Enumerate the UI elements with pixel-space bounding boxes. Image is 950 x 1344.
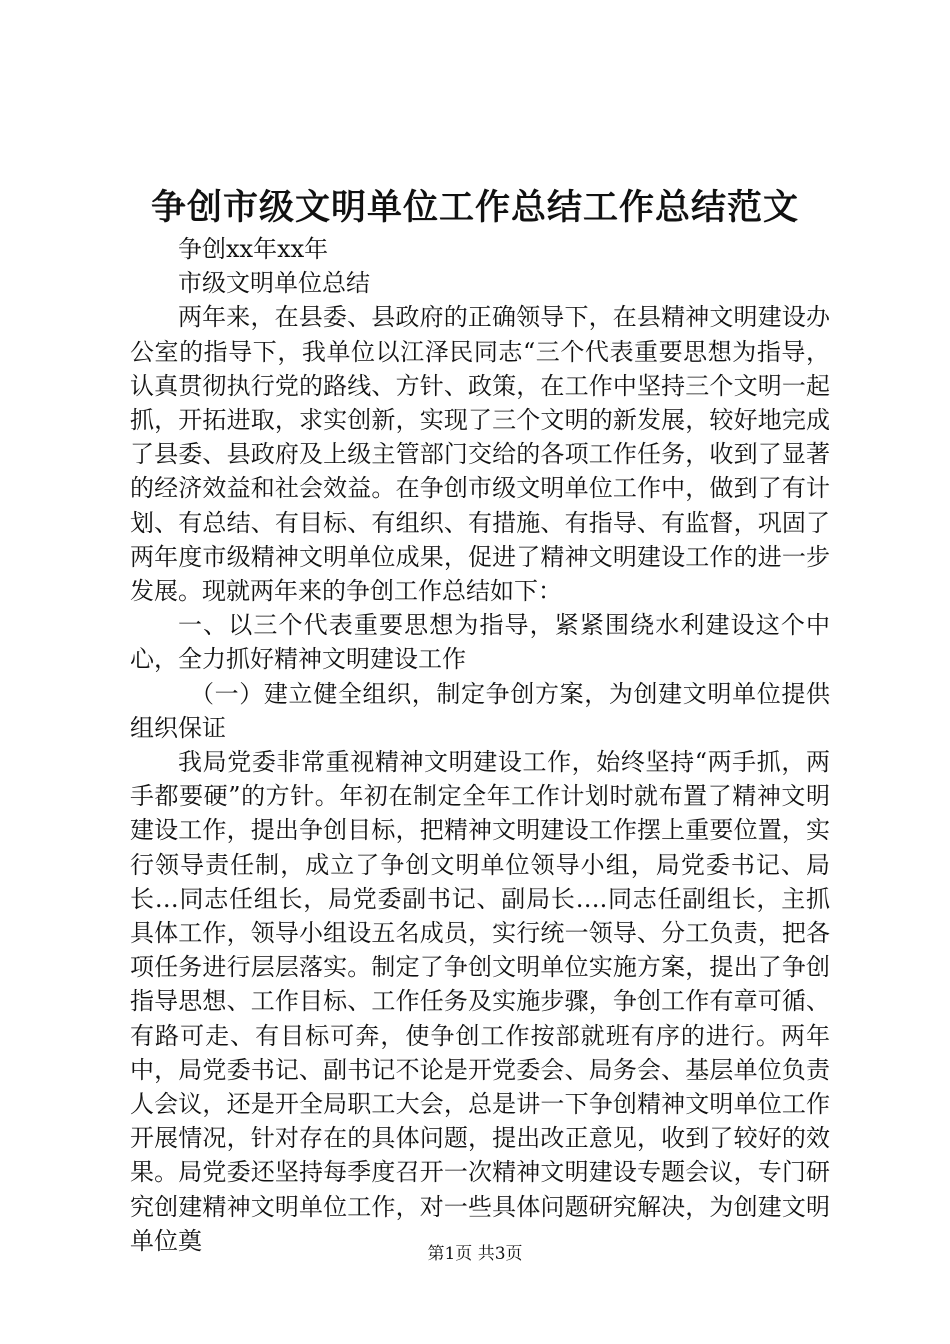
document-title: 争创市级文明单位工作总结工作总结范文 — [150, 187, 799, 228]
page-number: 第1页 共3页 — [427, 1244, 523, 1264]
section-heading: 一、以三个代表重要思想为指导，紧紧围绕水利建设这个中心，全力抓好精神文明建设工作 — [130, 611, 830, 674]
body-paragraph: 我局党委非常重视精神文明建设工作，始终坚持“两手抓，两手都要硬”的方针。年初在制定全年工作计划时就布置了精神文明建设工作，提出争创目标，把精神文明建设工作摆上重要位置，实行领导责任制，成立了争创文明单位领导小组，局党委书记、局长…同志任组长，局党委副书记、副局长….同志任副组长，主抓具体工作，领导小组设五名成员，实行统一领导、分工负责，把各项任务进行层层落实。制定了争创文明单位实施方案，提出了争创指导思想、工作目标、工作任务及实施步骤，争创工作有章可循、有路可走、有目标可奔，使争创工作按部就班有序的进行。两年中，局党委书记、副书记不论是开党委会、局务会、基层单位负责人会议，还是开全局职工大会，总是讲一下争创精神文明单位工作开展情况，针对存在的具体问题，提出改正意见，收到了较好的效果。局党委还坚持每季度召开一次精神文明建设专题会议，专门研究创建精神文明单位工作，对一些具体问题研究解决，为创建文明单位奠 — [130, 748, 830, 1255]
subtitle-line: 市级文明单位总结 — [178, 269, 370, 298]
subsection-heading: （一）建立健全组织，制定争创方案，为创建文明单位提供组织保证 — [130, 679, 830, 742]
document-body — [130, 232, 830, 1258]
subtitle-line: 争创xx年xx年 — [178, 235, 329, 263]
body-paragraph: 两年来，在县委、县政府的正确领导下，在县精神文明建设办公室的指导下，我单位以江泽民同志“三个代表重要思想为指导，认真贯彻执行党的路线、方针、政策，在工作中坚持三个文明一起抓，开拓进取，求实创新，实现了三个文明的新发展，较好地完成了县委、县政府及上级主管部门交给的各项工作任务，收到了显著的经济效益和社会效益。在争创市级文明单位工作中，做到了有计划、有总结、有目标、有组织、有措施、有指导、有监督，巩固了两年度市级精神文明单位成果，促进了精神文明建设工作的进一步发展。现就两年来的争创工作总结如下： — [130, 303, 830, 606]
